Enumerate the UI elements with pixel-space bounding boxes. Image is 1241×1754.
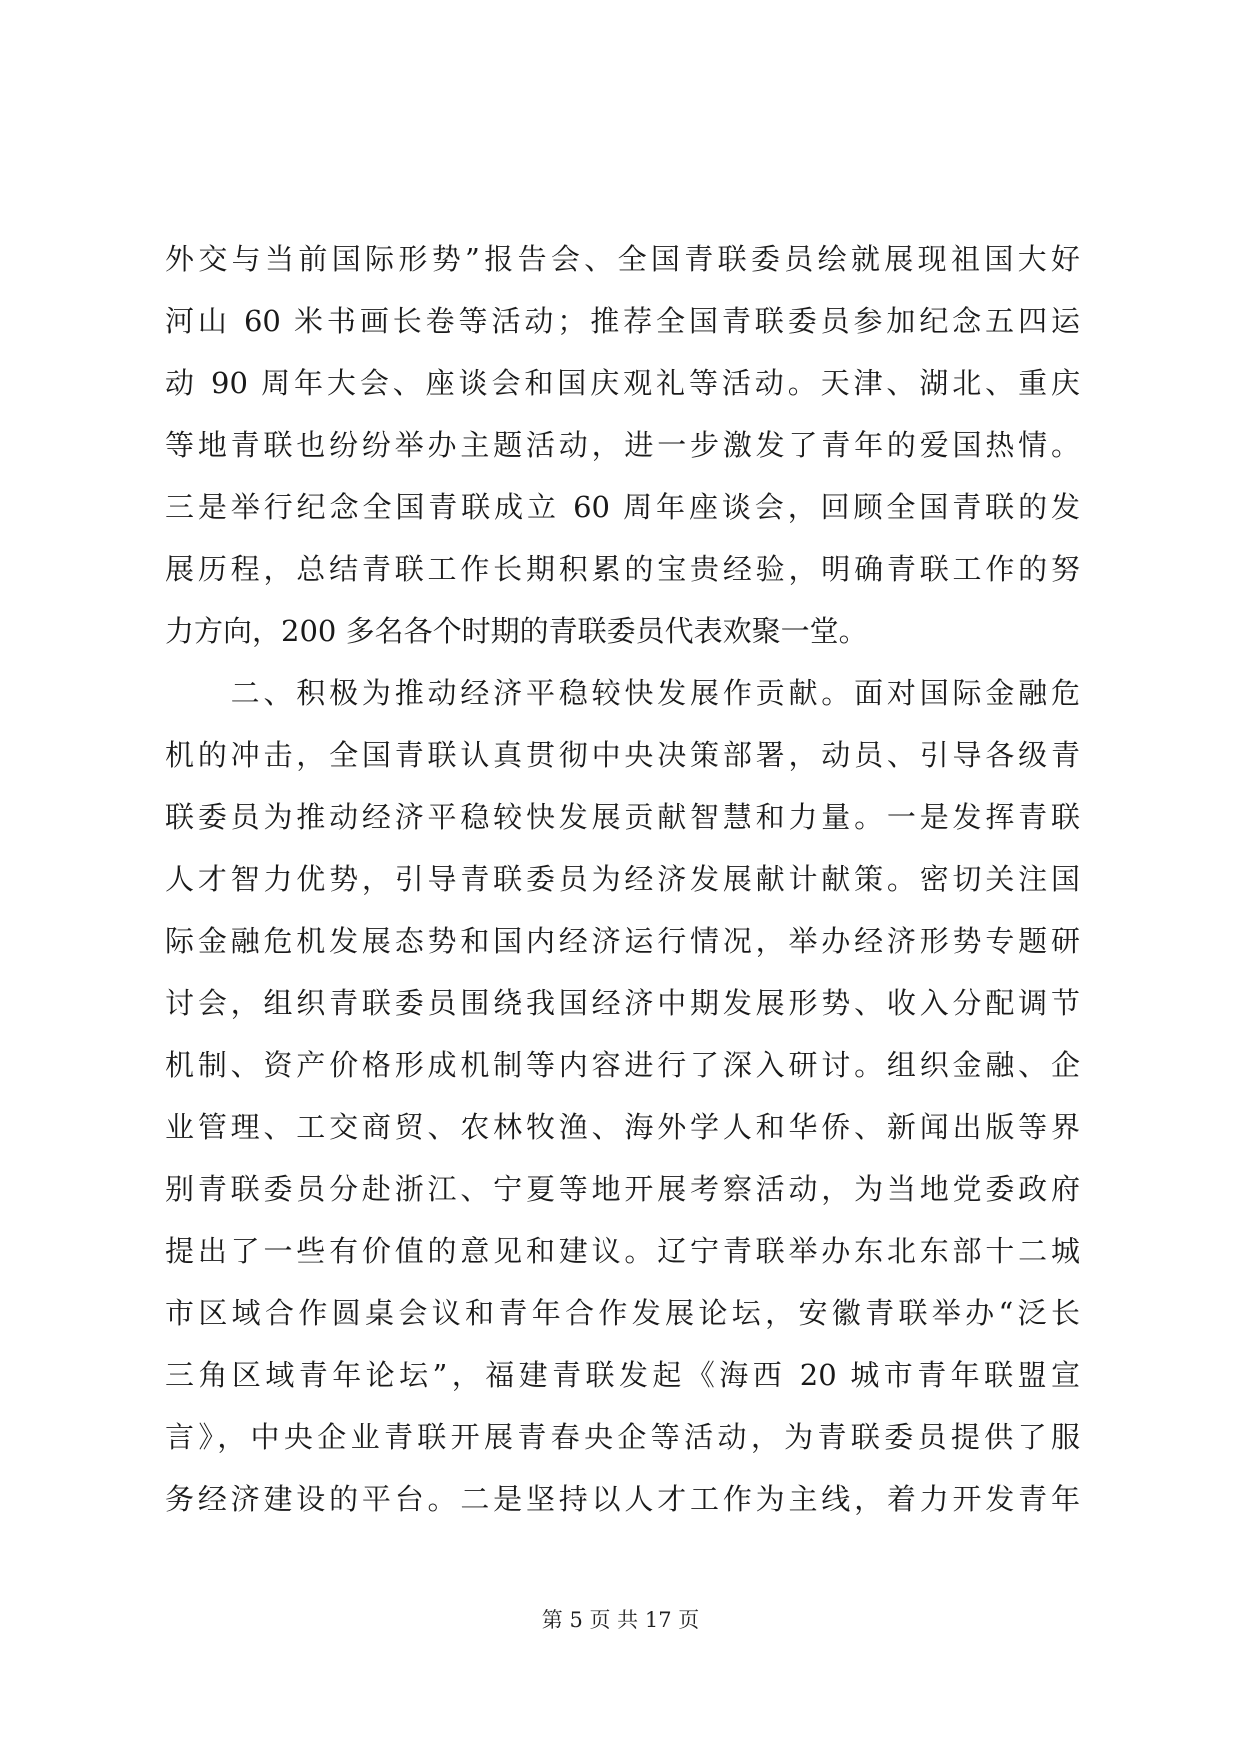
text-line: 机制、资产价格形成机制等内容进行了深入研讨。组织金融、企 (165, 1048, 1080, 1082)
text-line: 市区域合作圆桌会议和青年合作发展论坛，安徽青联举办“泛长 (165, 1296, 1080, 1330)
text-line: 别青联委员分赴浙江、宁夏等地开展考察活动，为当地党委政府 (165, 1172, 1080, 1206)
text-line: 机的冲击，全国青联认真贯彻中央决策部署，动员、引导各级青 (165, 738, 1080, 772)
text-line: 三是举行纪念全国青联成立 60 周年座谈会，回顾全国青联的发 (165, 490, 1080, 524)
text-line: 联委员为推动经济平稳较快发展贡献智慧和力量。一是发挥青联 (165, 800, 1080, 834)
text-line: 讨会，组织青联委员围绕我国经济中期发展形势、收入分配调节 (165, 986, 1080, 1020)
text-line: 业管理、工交商贸、农林牧渔、海外学人和华侨、新闻出版等界 (165, 1110, 1080, 1144)
text-line: 力方向，200 多名各个时期的青联委员代表欢聚一堂。 (165, 614, 868, 648)
text-line: 际金融危机发展态势和国内经济运行情况，举办经济形势专题研 (165, 924, 1080, 958)
text-line: 提出了一些有价值的意见和建议。辽宁青联举办东北东部十二城 (165, 1234, 1080, 1268)
text-line: 二、积极为推动经济平稳较快发展作贡献。面对国际金融危 (165, 676, 1080, 710)
page-number-footer: 第 5 页 共 17 页 (541, 1608, 700, 1632)
text-line: 等地青联也纷纷举办主题活动，进一步激发了青年的爱国热情。 (165, 428, 1080, 462)
text-line: 展历程，总结青联工作长期积累的宝贵经验，明确青联工作的努 (165, 552, 1080, 586)
text-line: 务经济建设的平台。二是坚持以人才工作为主线，着力开发青年 (165, 1482, 1080, 1516)
text-line: 言》，中央企业青联开展青春央企等活动，为青联委员提供了服 (165, 1420, 1080, 1454)
text-line: 三角区域青年论坛”，福建青联发起《海西 20 城市青年联盟宣 (165, 1358, 1080, 1392)
text-line: 外交与当前国际形势”报告会、全国青联委员绘就展现祖国大好 (165, 242, 1080, 276)
text-line: 动 90 周年大会、座谈会和国庆观礼等活动。天津、湖北、重庆 (165, 366, 1080, 400)
text-line: 人才智力优势，引导青联委员为经济发展献计献策。密切关注国 (165, 862, 1080, 896)
text-line: 河山 60 米书画长卷等活动；推荐全国青联委员参加纪念五四运 (165, 304, 1080, 338)
body-text (165, 228, 1080, 1530)
